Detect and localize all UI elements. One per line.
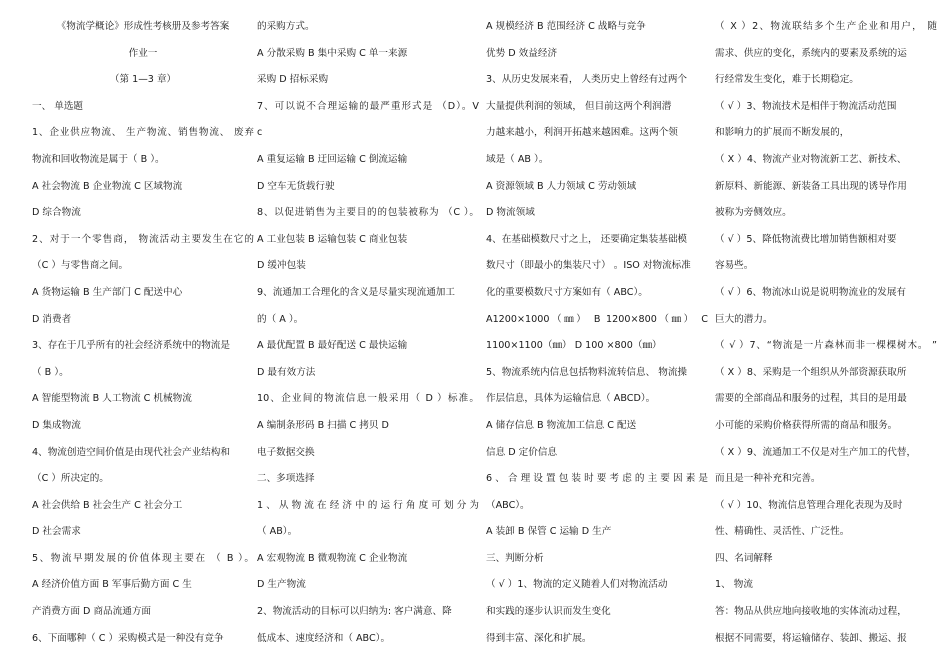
text-line: 信息 D 定价信息 — [486, 446, 558, 458]
text-line: 需求、供应的变化，系统内的要素及系统的运 — [715, 47, 907, 59]
text-line: （ √ ）5、降低物流费比增加销售额相对要 — [715, 233, 897, 245]
text-line: A 工业包装 B 运输包装 C 商业包装 — [257, 233, 408, 245]
text-line: 3、存在于几乎所有的社会经济系统中的物流是 — [32, 340, 230, 352]
text-column-2 — [257, 14, 479, 652]
text-line: A 分散采购 B 集中采购 C 单一来源 — [257, 47, 408, 59]
text-line: A 重复运输 B 迂回运输 C 倒流运输 — [257, 153, 408, 165]
text-line: （ABC）。 — [486, 499, 530, 511]
text-line: 1、从物流在经济中的运行角度可划分为 — [257, 499, 479, 511]
text-line: 9、流通加工合理化的含义是尽量实现流通加工 — [257, 286, 455, 298]
text-line: 三、判断分析 — [486, 552, 544, 564]
text-line: 采购 D 招标采购 — [257, 74, 329, 86]
text-line: 5、物流早期发展的价值体现主要在 （ B ）。 — [32, 552, 254, 564]
text-column-4 — [715, 14, 937, 652]
text-line: A 最优配置 B 最好配送 C 最快运输 — [257, 340, 408, 352]
text-line: （ X ）4、物流产业对物流新工艺、新技术、 — [715, 153, 907, 165]
text-line: A 货物运输 B 生产部门 C 配送中心 — [32, 286, 183, 298]
text-line: 根据不同需要，将运输储存、装卸、搬运、报 — [715, 632, 907, 644]
text-column-3 — [486, 14, 708, 652]
text-column-1 — [32, 14, 254, 652]
text-line: 和实践的逐步认识而发生变化 — [486, 606, 611, 618]
text-line: A 社会供给 B 社会生产 C 社会分工 — [32, 499, 183, 511]
text-line: D 空车无货载行驶 — [257, 180, 335, 192]
text-line: （ AB）。 — [257, 526, 298, 538]
text-line: 物流和回收物流是属于（ B ）。 — [32, 153, 165, 165]
text-line: 被称为旁侧效应。 — [715, 207, 792, 219]
text-line: 小可能的采购价格获得所需的商品和服务。 — [715, 419, 898, 431]
text-line: D 集成物流 — [32, 419, 81, 431]
text-line: A 储存信息 B 物流加工信息 C 配送 — [486, 419, 637, 431]
text-line: 《物流学概论》形成性考核册及参考答案 — [56, 21, 230, 32]
text-line: 性、精确性、灵活性、广泛性。 — [715, 526, 850, 538]
text-line: D 生产物流 — [257, 579, 306, 591]
text-line: （ X ）2、物流联结多个生产企业和用户， 随 — [715, 21, 937, 32]
text-line: D 物流领域 — [486, 207, 535, 219]
text-line: A 经济价值方面 B 军事后勤方面 C 生 — [32, 579, 192, 591]
text-line: （C ）所决定的。 — [32, 473, 109, 485]
text-line: 优势 D 效益经济 — [486, 47, 558, 59]
text-line: 化的重要模数尺寸方案如有（ ABC）。 — [486, 286, 648, 298]
text-line: 二、多项选择 — [257, 473, 315, 485]
text-line: 作层信息，具体为运输信息（ ABCD）。 — [486, 393, 656, 405]
text-line: （ √ ）7、“物流是一片森林而非一棵棵树木。 ” — [715, 340, 937, 352]
text-line: 和影响力的扩展而不断发展的， — [715, 127, 850, 139]
text-line: （ X ）9、流通加工不仅是对生产加工的代替， — [715, 446, 917, 458]
text-line: 答：物品从供应地向接收地的实体流动过程， — [715, 606, 907, 618]
text-line: （ √ ）1、物流的定义随着人们对物流活动 — [486, 579, 668, 591]
text-line: 7、可以说不合理运输的最严重形式是 （D）。V — [257, 100, 479, 112]
text-line: 8、以促进销售为主要目的的包装被称为 （C ）。 — [257, 207, 479, 219]
text-line: 10、企业间的物流信息一般采用（ D ）标准。 — [257, 393, 479, 405]
text-line: D 社会需求 — [32, 526, 81, 538]
text-line: D 综合物流 — [32, 207, 81, 219]
text-line: 低成本、速度经济和（ ABC）。 — [257, 632, 391, 644]
text-line: 电子数据交换 — [257, 446, 315, 458]
text-line: 四、名词解释 — [715, 552, 773, 564]
text-line: A 装卸 B 保管 C 运输 D 生产 — [486, 526, 612, 538]
text-line: 1、企业供应物流、 生产物流、销售物流、 废弃 — [32, 127, 254, 139]
text-line: 行经常发生变化，难于长期稳定。 — [715, 74, 859, 86]
text-line: 1100×1100（㎜） D 100 ×800（㎜） — [486, 340, 662, 352]
text-line: A 规模经济 B 范围经济 C 战略与竞争 — [486, 21, 646, 32]
text-line: 4、在基础模数尺寸之上， 还要确定集装基础模 — [486, 233, 688, 245]
text-line: （ B ）。 — [32, 366, 69, 378]
text-line: D 消费者 — [32, 313, 72, 325]
text-line: 6、合理设置包装时要考虑的主要因素是 — [486, 473, 708, 485]
text-line: （C ）与零售商之间。 — [32, 260, 129, 272]
text-line: 而且是一种补充和完善。 — [715, 473, 821, 485]
text-line: 得到丰富、深化和扩展。 — [486, 632, 592, 644]
text-line: 作业一 — [128, 47, 158, 59]
text-line: A1200×1000（㎜） B 1200×800（㎜） C — [486, 313, 708, 325]
text-line: 容易些。 — [715, 260, 754, 272]
text-line: （ X ）8、采购是一个组织从外部资源获取所 — [715, 366, 907, 378]
text-line: D 缓冲包装 — [257, 260, 306, 272]
text-line: 产消费方面 D 商品流通方面 — [32, 606, 152, 618]
text-line: A 编制条形码 B 扫描 C 拷贝 D — [257, 419, 389, 431]
text-line: （ √ ）10、物流信息管理合理化表现为及时 — [715, 499, 903, 511]
text-line: 3、从历史发展来看， 人类历史上曾经有过两个 — [486, 74, 688, 86]
text-line: 力越来越小，利润开拓越来越困难。这两个领 — [486, 127, 678, 139]
text-line: 一、 单选题 — [32, 100, 84, 112]
text-line: 新原料、新能源、新装备工具出现的诱导作用 — [715, 180, 907, 192]
text-line: 2、物流活动的目标可以归纳为: 客户满意、降 — [257, 606, 452, 618]
text-line: （ √ ）6、物流冰山说是说明物流业的发展有 — [715, 286, 907, 298]
text-line: 4、物流创造空间价值是由现代社会产业结构和 — [32, 446, 230, 458]
text-line: 1、 物流 — [715, 579, 753, 591]
text-line: 6、下面哪种（ C ）采购模式是一种没有竞争 — [32, 632, 224, 644]
text-line: （第 1—3 章） — [109, 74, 177, 86]
text-line: 域是（ AB ）。 — [486, 153, 549, 165]
text-line: A 社会物流 B 企业物流 C 区域物流 — [32, 180, 183, 192]
text-line: 需要的全部商品和服务的过程，其目的是用最 — [715, 393, 907, 405]
text-line: （ √ ）3、物流技术是相伴于物流活动范围 — [715, 100, 897, 112]
text-line: 大量提供利润的领域， 但目前这两个利润潜 — [486, 100, 672, 112]
text-line: A 资源领域 B 人力领域 C 劳动领域 — [486, 180, 637, 192]
text-line: D 最有效方法 — [257, 366, 316, 378]
text-line: 数尺寸（即最小的集装尺寸） 。ISO 对物流标准 — [486, 260, 691, 272]
text-line: 的（ A ）。 — [257, 313, 304, 325]
text-line: c — [257, 127, 263, 139]
text-line: 2、对于一个零售商， 物流活动主要发生在它的 — [32, 233, 254, 245]
text-line: 的采购方式。 — [257, 21, 315, 32]
text-line: 5、物流系统内信息包括物料流转信息、 物流操 — [486, 366, 688, 378]
text-line: A 宏观物流 B 微观物流 C 企业物流 — [257, 552, 408, 564]
text-line: A 智能型物流 B 人工物流 C 机械物流 — [32, 393, 192, 405]
text-line: 巨大的潜力。 — [715, 313, 773, 325]
